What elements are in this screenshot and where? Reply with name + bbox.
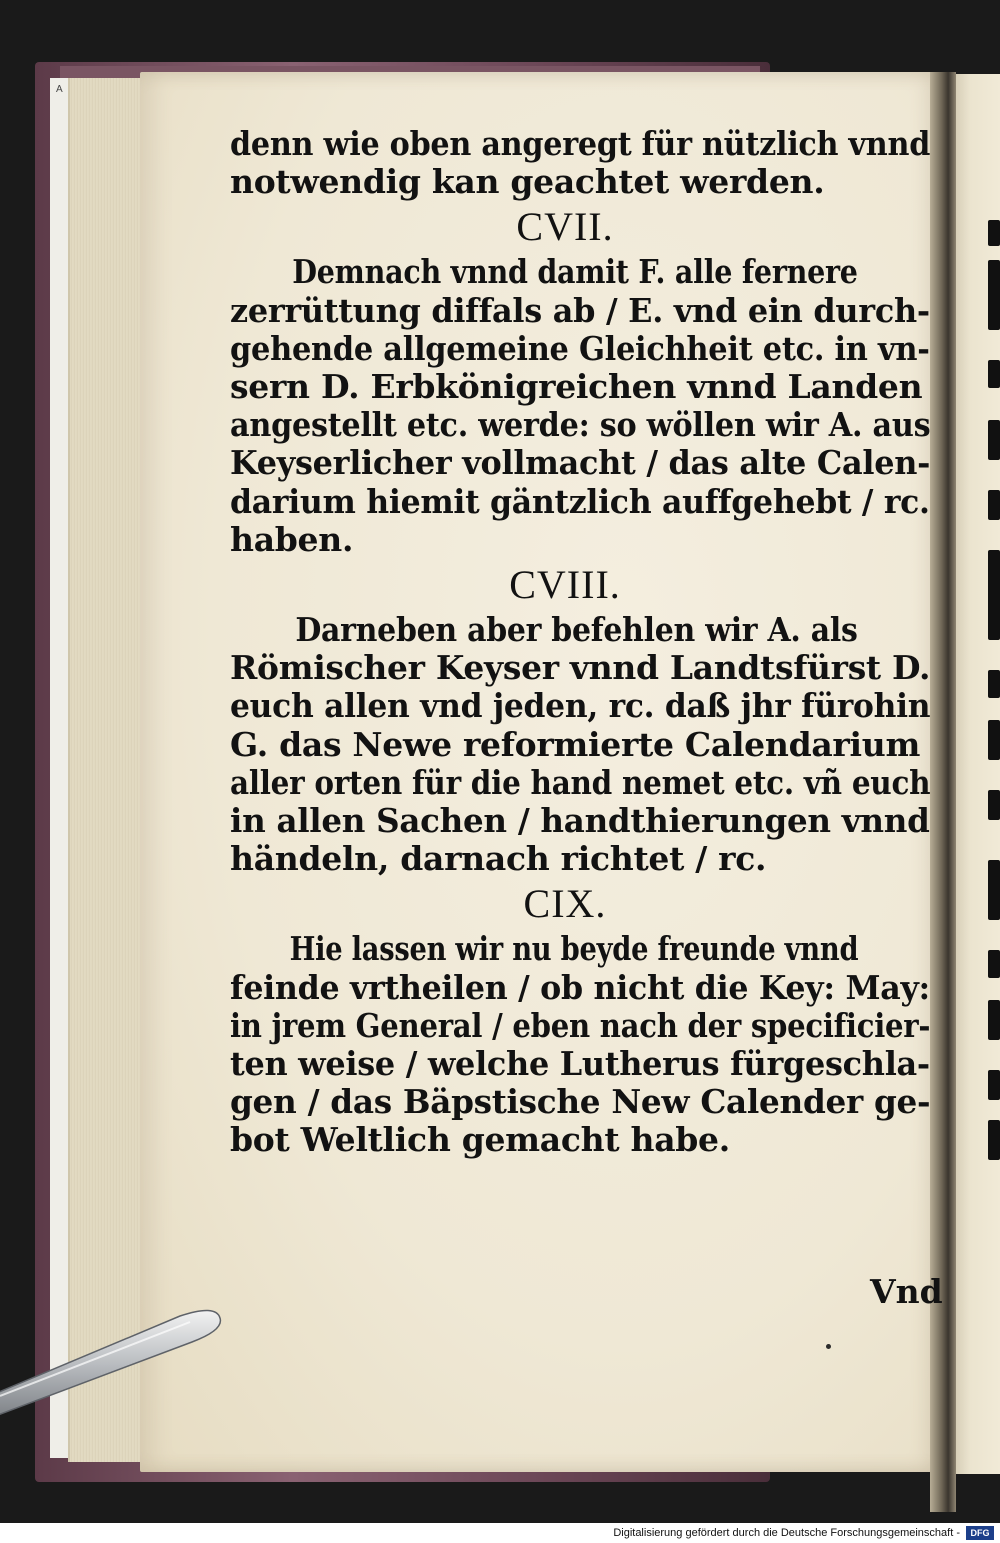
text-line: haben. — [230, 519, 354, 559]
text-line: Hie lassen wir nu beyde freunde vnnd — [289, 929, 859, 969]
text-line: aller orten für die hand nemet etc. vñ euch — [230, 762, 931, 802]
ink-speck — [826, 1344, 831, 1349]
paragraph — [230, 930, 940, 1159]
text-line: darium hiemit gäntzlich auffgehebt / rc. — [230, 481, 930, 521]
text-line: in allen Sachen / handthierungen vnnd — [230, 801, 930, 841]
paragraph — [230, 611, 940, 878]
text-line: sern D. Erbkönigreichen vnnd Landen — [230, 367, 923, 407]
text-line: Keyserlicher vollmacht / das alte Calen- — [230, 443, 931, 483]
text-line: angestellt etc. werde: so wöllen wir A. aus — [230, 405, 931, 445]
text-line: zerrüttung diffals ab / E. vnd ein durch- — [230, 290, 930, 330]
text-line: gehende allgemeine Gleichheit etc. in vn- — [230, 328, 930, 368]
text-line: ten weise / welche Lutherus fürgeschla- — [230, 1044, 930, 1084]
text-line: bot Weltlich gemacht habe. — [230, 1120, 730, 1160]
footer-credit: Digitalisierung gefördert durch die Deutsche Forschungsgemeinschaft - — [613, 1527, 960, 1539]
paragraph — [230, 125, 940, 201]
page-holder-spatula-icon — [0, 1300, 250, 1420]
page-text — [230, 125, 940, 1160]
text-line: händeln, darnach richtet / rc. — [230, 839, 767, 879]
text-line: notwendig kan geachtet werden. — [230, 162, 825, 202]
catchword: Vnd — [870, 1272, 943, 1311]
corner-mark: A — [56, 84, 63, 95]
page-block-edge — [50, 78, 70, 1458]
facing-page-text-fragments — [988, 220, 1000, 1220]
text-line: Demnach vnnd damit F. alle fernere — [292, 252, 858, 292]
text-line: denn wie oben angeregt für nützlich vnnd — [230, 124, 931, 163]
section-heading: CVII. — [516, 204, 614, 250]
section-heading: CVIII. — [509, 562, 621, 608]
paragraph — [230, 253, 940, 559]
text-line: Darneben aber befehlen wir A. als — [295, 610, 858, 650]
text-line: euch allen vnd jeden, rc. daß jhr fürohin — [230, 686, 931, 726]
section-heading: CIX. — [523, 881, 607, 927]
text-line: G. das Newe reformierte Calendarium — [230, 724, 921, 764]
text-line: Römischer Keyser vnnd Landtsfürst D. — [230, 648, 931, 688]
dfg-logo: DFG — [966, 1526, 994, 1540]
text-line: in jrem General / eben nach der specificier- — [230, 1005, 931, 1045]
text-line: gen / das Bäpstische New Calender ge- — [230, 1082, 931, 1122]
text-line: feinde vrtheilen / ob nicht die Key: May: — [230, 967, 930, 1007]
